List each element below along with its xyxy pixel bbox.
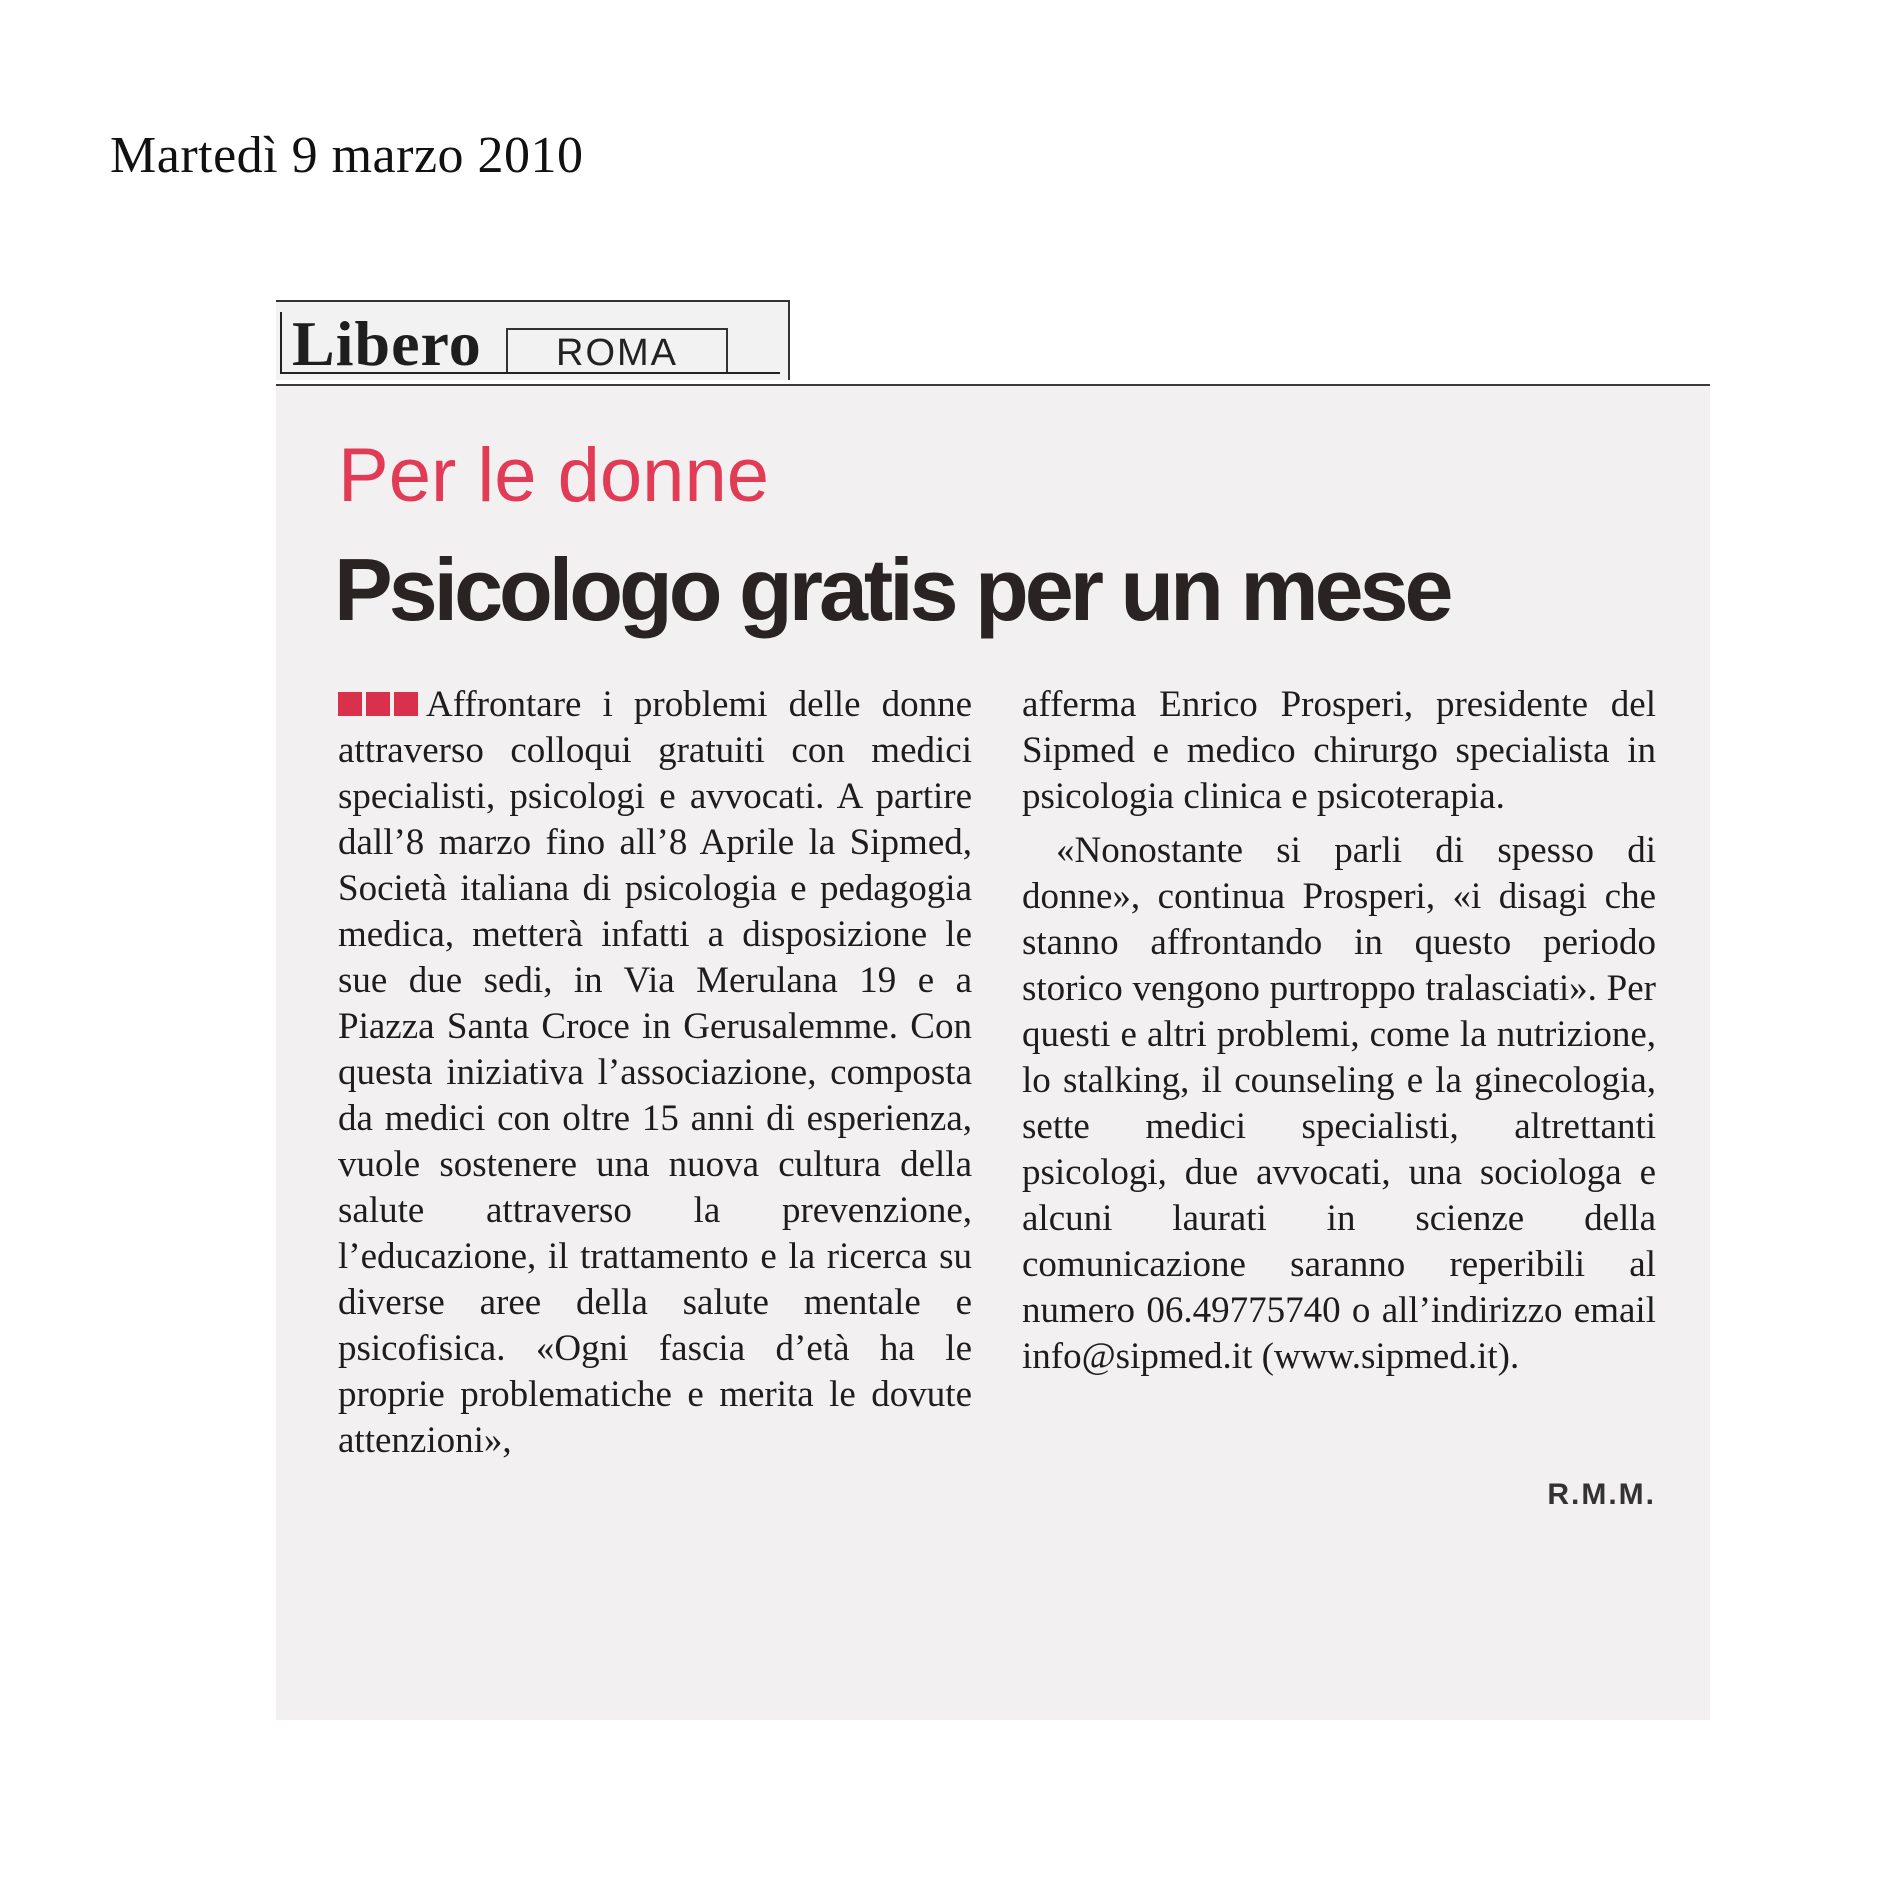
newspaper-name: Libero	[292, 308, 482, 379]
document-date: Martedì 9 marzo 2010	[110, 127, 584, 184]
article-paragraph: «Nonostante si parli di spesso di donne», continua Prosperi, «i disagi che stanno affrontando in questo periodo storico vengono purtroppo tralasciati». Per questi e altri problemi, come la nutrizione, lo stalking, il counseling e la ginecologia, sette medici specialisti, altrettanti psicologi, due avvocati, una sociologa e alcuni laurati in scienze della comunicazione saranno reperibili al numero 06.49775740 o all’indirizzo email info@sipmed.it (www.sipmed.it).	[1022, 830, 1656, 1377]
article-paragraph	[338, 682, 972, 1464]
article-headline: Psicologo gratis per un mese	[334, 540, 1450, 639]
article-column-right	[1022, 682, 1656, 1380]
article-clipping	[276, 384, 1710, 1720]
masthead-frame	[280, 308, 780, 379]
newspaper-masthead	[276, 300, 790, 380]
article-byline: R.M.M.	[1547, 1478, 1656, 1511]
article-kicker: Per le donne	[338, 433, 769, 518]
article-paragraph-continued: afferma Enrico Prosperi, presidente del Sipmed e medico chirurgo specialista in psicologia clinica e psicoterapia.	[1022, 684, 1656, 817]
edition-city: ROMA	[506, 328, 728, 372]
paragraph-text: Affrontare i problemi delle donne attraverso colloqui gratuiti con medici specialisti, psicologi e avvocati. A partire dall’8 marzo fino all’8 Aprile la Sipmed, Società italiana di psicologia e pedagogia medica, metterà infatti a disposizione le sue due sedi, in Via Merulana 19 e a Piazza Santa Croce in Gerusalemme. Con questa iniziativa l’associazione, composta da medici con oltre 15 anni di esperienza, vuole sostenere una nuova cultura della salute attraverso la prevenzione, l’educazione, il trattamento e la ricerca su diverse aree della salute mentale e psicofisica. «Ogni fascia d’età ha le proprie problematiche e merita le dovute attenzioni»,	[338, 684, 972, 1461]
article-column-left	[338, 682, 972, 1464]
bullet-squares-icon	[338, 682, 422, 728]
